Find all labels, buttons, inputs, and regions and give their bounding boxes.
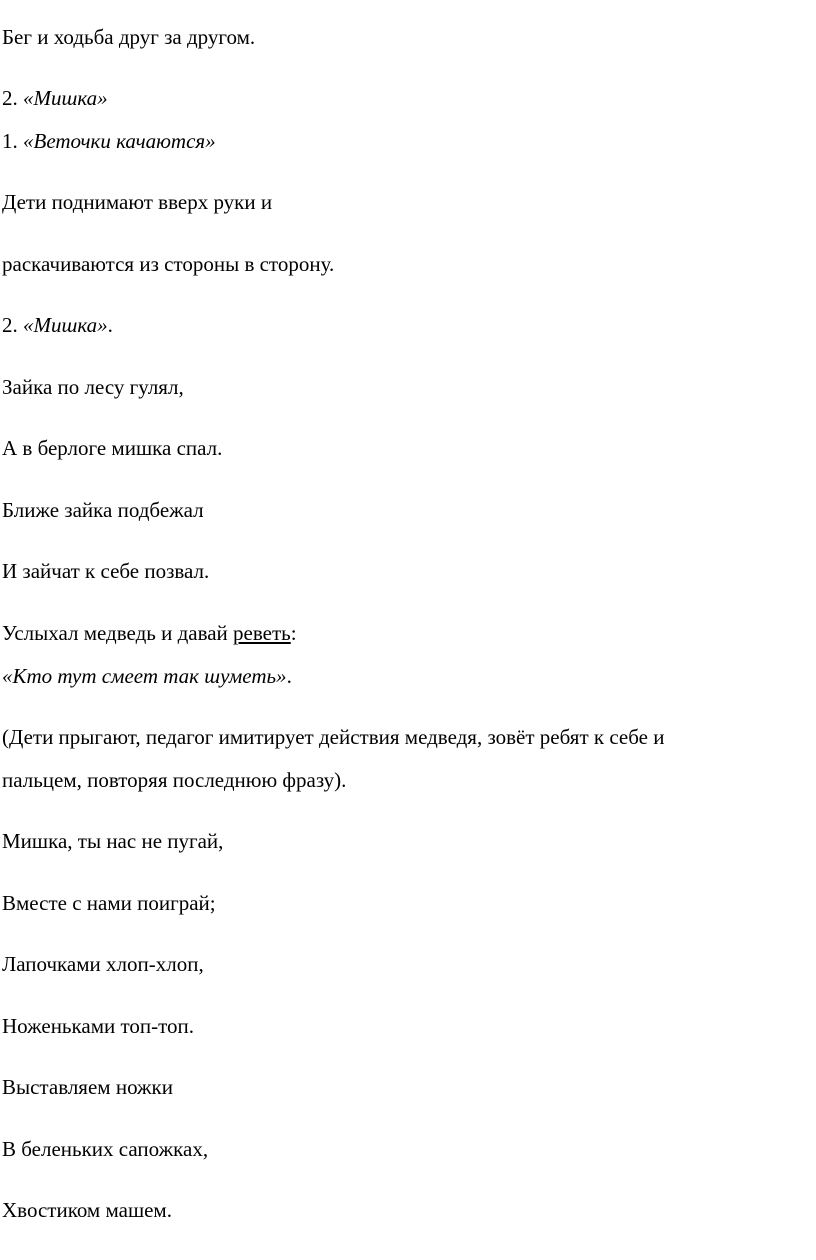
poem-line: Лапочками хлоп-хлоп, (2, 952, 204, 976)
poem-text: Услыхал медведь и давай (2, 621, 234, 645)
instruction-line: пальцем, повторяя последнюю фразу). (2, 768, 347, 792)
item-number: 2. (2, 313, 23, 337)
poem-line: А в берлоге мишка спал. (2, 436, 223, 460)
poem-line: Ближе зайка подбежал (2, 498, 204, 522)
game-title: «Мишка» (23, 313, 108, 337)
heading-mishka-1 (2, 86, 108, 110)
item-number: 1. (2, 129, 23, 153)
heading-mishka-2 (2, 313, 113, 337)
text-line-sway: раскачиваются из стороны в сторону. (2, 252, 335, 276)
punctuation: . (107, 313, 113, 337)
poem-line: Выставляем ножки (2, 1075, 173, 1099)
text-line-hands-up: Дети поднимают вверх руки и (2, 190, 273, 214)
poem-line: И зайчат к себе позвал. (2, 559, 210, 583)
heading-branches (2, 129, 216, 153)
poem-line: Зайка по лесу гулял, (2, 375, 184, 399)
punctuation: : (290, 621, 297, 645)
poem-line: Мишка, ты нас не пугай, (2, 829, 224, 853)
item-number: 2. (2, 86, 23, 110)
poem-line-quote (2, 664, 292, 688)
text-line-run-walk: Бег и ходьба друг за другом. (2, 25, 256, 49)
quote-text: «Кто тут смеет так шуметь» (2, 664, 287, 688)
poem-line: Ноженьками топ-топ. (2, 1014, 195, 1038)
instruction-line: (Дети прыгают, педагог имитирует действия медведя, зовёт ребят к себе и (2, 725, 665, 749)
underlined-word-link[interactable]: реветь (233, 621, 291, 645)
poem-line (2, 621, 297, 645)
poem-line: В беленьких сапожках, (2, 1137, 209, 1161)
punctuation: . (286, 664, 292, 688)
poem-line: Хвостиком машем. (2, 1198, 172, 1222)
poem-line: Вместе с нами поиграй; (2, 891, 216, 915)
game-title: «Мишка» (23, 86, 108, 110)
game-title: «Веточки качаются» (23, 129, 216, 153)
